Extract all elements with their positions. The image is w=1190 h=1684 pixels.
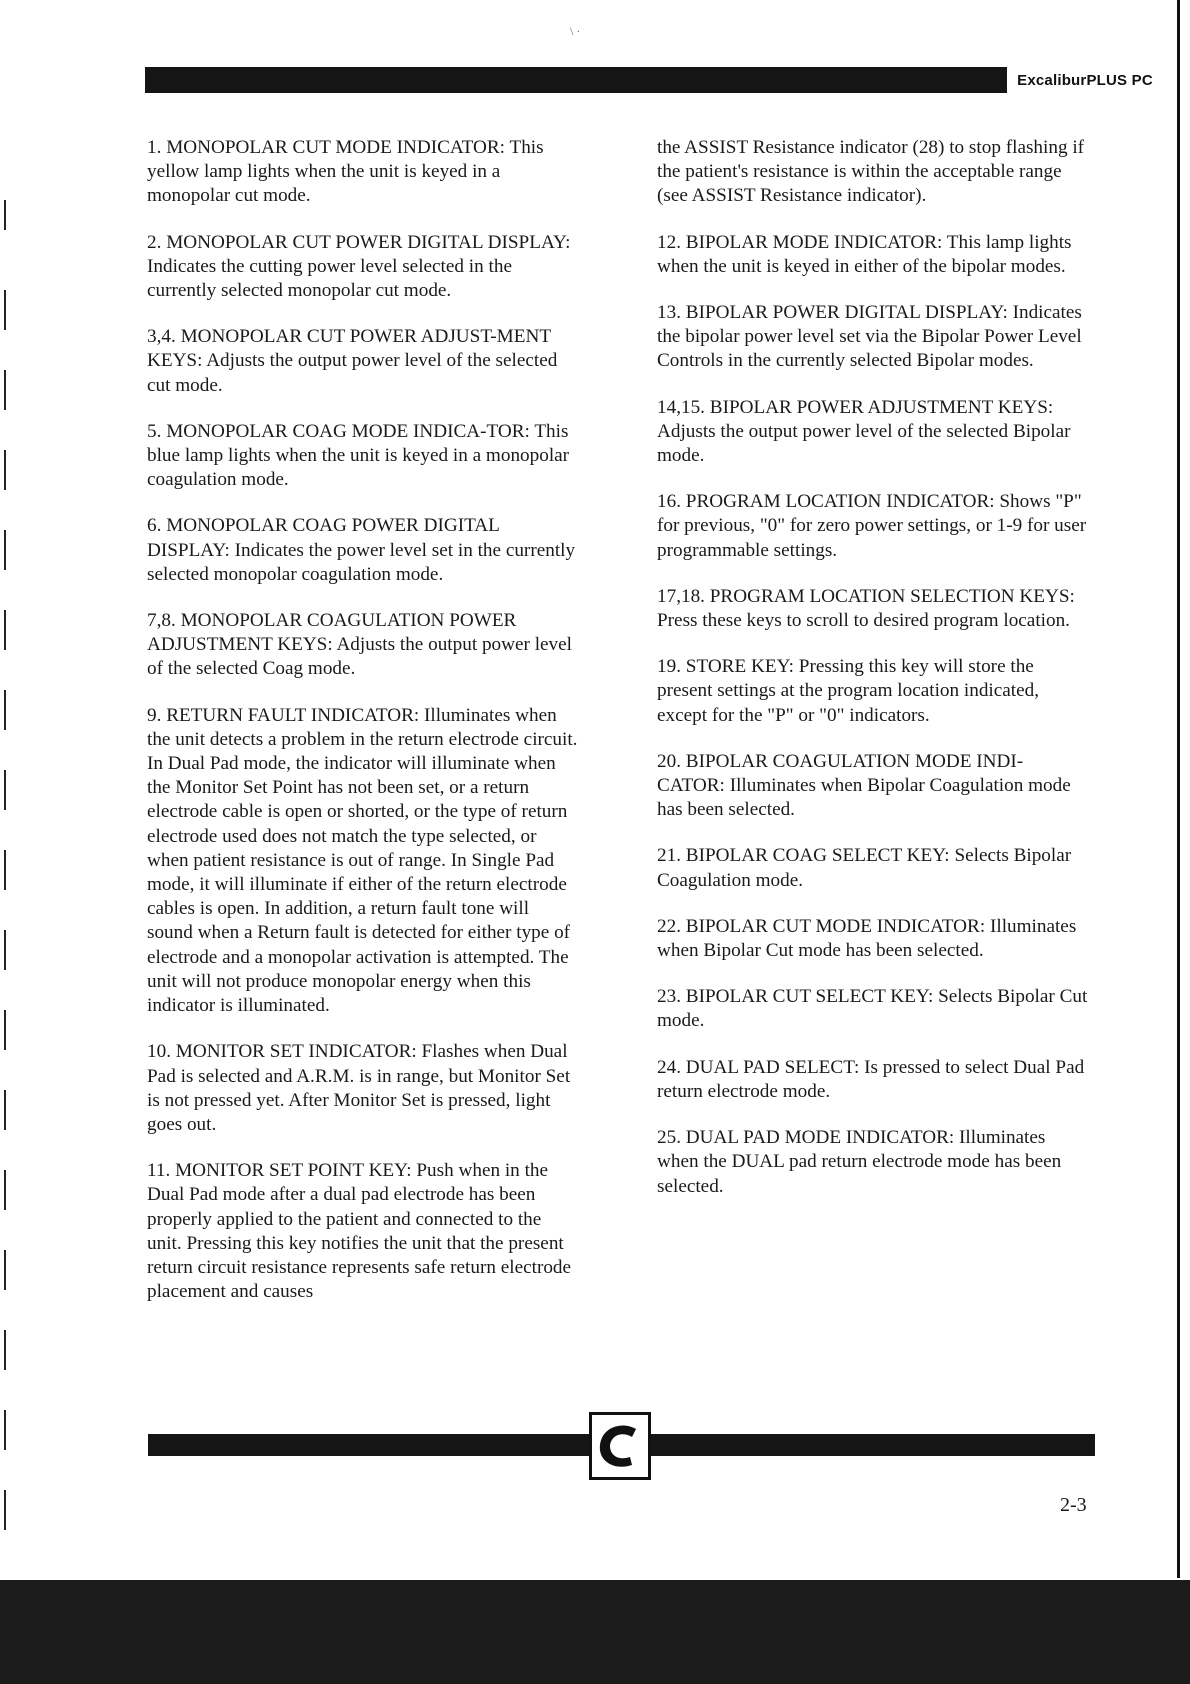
- entry-title: 11. MONITOR SET POINT KEY:: [147, 1160, 412, 1182]
- indicator-entry: [657, 1056, 1089, 1104]
- indicator-entry: [147, 136, 579, 209]
- indicator-entry: [657, 750, 1089, 823]
- indicator-entry: [657, 301, 1089, 374]
- scan-tick: [4, 770, 6, 810]
- entry-body: Illuminates when Bipolar Coagulation mode has been selected.: [657, 775, 1071, 821]
- scan-tick: [4, 1170, 6, 1210]
- scan-tick: [4, 1250, 6, 1290]
- scan-tick: [4, 1090, 6, 1130]
- entry-body: Push when in the Dual Pad mode after a dual pad electrode has been properly applied to the patient and connected to the unit. Pressing this key notifies the unit that the present return circuit resistance represents safe return electrode placement and causes: [147, 1160, 572, 1303]
- scan-tick: [4, 370, 6, 410]
- scan-tick: [4, 1490, 6, 1530]
- scan-edge-line: [1177, 0, 1180, 1578]
- entry-title: 20. BIPOLAR COAGULATION MODE INDI-CATOR:: [657, 750, 1024, 797]
- indicator-entry: [657, 585, 1089, 633]
- entry-title: 2. MONOPOLAR CUT POWER DIGITAL DISPLAY:: [147, 231, 571, 253]
- indicator-entry: [147, 420, 579, 493]
- page-number: 2-3: [1060, 1494, 1087, 1516]
- entry-body: This blue lamp lights when the unit is keyed in a monopolar coagulation mode.: [147, 420, 570, 491]
- indicator-entry: [657, 231, 1089, 279]
- entry-title: 14,15. BIPOLAR POWER ADJUSTMENT KEYS:: [657, 396, 1054, 418]
- entry-body: Pressing this key will store the present settings at the program location indicated, except for the "P" or "0" indicators.: [657, 656, 1040, 726]
- indicator-entry: [657, 915, 1089, 963]
- scan-tick: [4, 1410, 6, 1450]
- entry-title: 5. MONOPOLAR COAG MODE INDICA-TOR:: [147, 420, 530, 442]
- brand-label: ExcaliburPLUS PC: [1007, 67, 1163, 93]
- entry-title: 3,4. MONOPOLAR CUT POWER ADJUST-MENT KEYS:: [147, 326, 551, 372]
- entry-title: 12. BIPOLAR MODE INDICATOR:: [657, 231, 943, 253]
- indicator-entry: [147, 325, 579, 398]
- footer-bar-right: [651, 1434, 1095, 1456]
- scan-tick: [4, 450, 6, 490]
- scan-tick: [4, 930, 6, 970]
- entry-body: Adjusts the output power level of the selected Bipolar mode.: [657, 420, 1071, 467]
- entry-title: 9. RETURN FAULT INDICATOR:: [147, 704, 420, 726]
- entry-title: 23. BIPOLAR CUT SELECT KEY:: [657, 986, 934, 1008]
- company-logo-icon: [589, 1412, 651, 1480]
- entry-body: Press these keys to scroll to desired program location.: [657, 610, 1070, 632]
- indicator-entry: [657, 396, 1089, 469]
- indicator-entry: [147, 704, 579, 1019]
- entry-body: Illuminates when the unit detects a problem in the return electrode circuit. In Dual Pad mode, the indicator will illuminate when the Monitor Set Point has not been set, or a return electrode cable is open or shorted, or the type of return electrode used does not match the type selected, or when patient resistance is out of range. In Single Pad mode, it will illuminate if either of the return electrode cables is open. In addition, a return fault tone will sound when a Return fault is detected for either type of electrode and a monopolar activation is attempted. The unit will not produce monopolar energy when this indicator is illuminated.: [147, 704, 578, 1017]
- indicator-entry: [657, 844, 1089, 892]
- entry-title: 25. DUAL PAD MODE INDICATOR:: [657, 1127, 955, 1149]
- right-column: [657, 136, 1089, 1221]
- entry-body: Indicates the bipolar power level set via the Bipolar Power Level Controls in the currently selected Bipolar modes.: [657, 302, 1082, 372]
- scan-tick: [4, 1010, 6, 1050]
- indicator-entry: [147, 609, 579, 682]
- indicator-entry: [147, 1159, 579, 1304]
- indicator-entry: [657, 985, 1089, 1033]
- footer-bar-left: [148, 1434, 589, 1456]
- entry-body: Is pressed to select Dual Pad return electrode mode.: [657, 1056, 1085, 1102]
- entry-body: the ASSIST Resistance indicator (28) to stop flashing if the patient's resistance is within the acceptable range (see ASSIST Resistance indicator).: [657, 137, 1085, 207]
- entry-body: Selects Bipolar Coagulation mode.: [657, 845, 1072, 891]
- indicator-entry: [147, 1040, 579, 1137]
- left-column: [147, 136, 579, 1326]
- indicator-entry: [657, 490, 1089, 563]
- scan-tick: [4, 610, 6, 650]
- entry-body: Shows "P" for previous, "0" for zero power settings, or 1-9 for user programmable settings.: [657, 491, 1087, 561]
- entry-title: 7,8. MONOPOLAR COAGULATION POWER ADJUSTMENT KEYS:: [147, 610, 517, 656]
- entry-title: 24. DUAL PAD SELECT:: [657, 1056, 860, 1078]
- entry-title: 1. MONOPOLAR CUT MODE INDICATOR:: [147, 137, 506, 158]
- scan-tick: [4, 850, 6, 890]
- entry-body: Adjusts the output power level of the selected cut mode.: [147, 350, 558, 396]
- entry-body: Indicates the cutting power level selected in the currently selected monopolar cut mode.: [147, 255, 512, 302]
- header-bar: [145, 67, 1163, 93]
- entry-title: 16. PROGRAM LOCATION INDICATOR:: [657, 491, 995, 513]
- indicator-entry: [147, 231, 579, 304]
- scan-tick: [4, 1330, 6, 1370]
- entry-body: This lamp lights when the unit is keyed in either of the bipolar modes.: [657, 231, 1072, 277]
- scan-bottom-band: [0, 1580, 1190, 1684]
- indicator-entry: [657, 136, 1089, 209]
- scan-tick: [4, 530, 6, 570]
- scan-mark: \ ·: [570, 24, 581, 38]
- entry-title: 21. BIPOLAR COAG SELECT KEY:: [657, 845, 950, 867]
- entry-title: 10. MONITOR SET INDICATOR:: [147, 1041, 417, 1063]
- entry-title: 13. BIPOLAR POWER DIGITAL DISPLAY:: [657, 302, 1008, 324]
- entry-title: 17,18. PROGRAM LOCATION SELECTION KEYS:: [657, 585, 1075, 607]
- entry-body: Illuminates when Bipolar Cut mode has been selected.: [657, 915, 1077, 962]
- scan-tick: [4, 200, 6, 230]
- entry-body: Flashes when Dual Pad is selected and A.R.M. is in range, but Monitor Set is not pressed yet. After Monitor Set is pressed, light goes out.: [147, 1041, 571, 1135]
- entry-body: This yellow lamp lights when the unit is keyed in a monopolar cut mode.: [147, 137, 544, 207]
- entry-title: 22. BIPOLAR CUT MODE INDICATOR:: [657, 915, 986, 937]
- scan-tick: [4, 290, 6, 330]
- entry-title: 19. STORE KEY:: [657, 656, 794, 678]
- indicator-entry: [657, 1126, 1089, 1199]
- entry-body: Adjusts the output power level of the selected Coag mode.: [147, 634, 572, 680]
- indicator-entry: [147, 514, 579, 587]
- entry-body: Indicates the power level set in the currently selected monopolar coagulation mode.: [147, 539, 576, 585]
- entry-body: Selects Bipolar Cut mode.: [657, 986, 1088, 1032]
- scan-tick: [4, 690, 6, 730]
- indicator-entry: [657, 655, 1089, 728]
- entry-title: 6. MONOPOLAR COAG POWER DIGITAL DISPLAY:: [147, 515, 500, 561]
- entry-body: Illuminates when the DUAL pad return electrode mode has been selected.: [657, 1127, 1062, 1197]
